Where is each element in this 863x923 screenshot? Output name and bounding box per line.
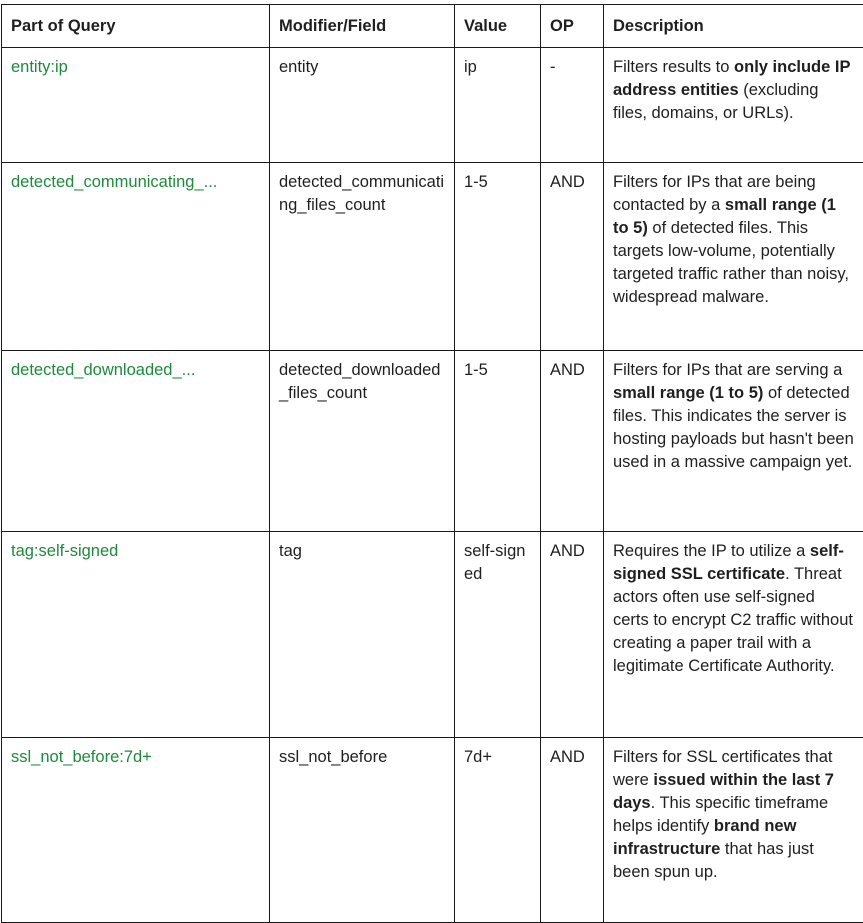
modifier-field: entity (270, 48, 455, 163)
header-op: OP (541, 5, 604, 48)
modifier-field: ssl_not_before (270, 738, 455, 923)
table-row (2, 738, 863, 923)
description (604, 48, 863, 163)
table-row (2, 48, 863, 163)
table-row (2, 163, 863, 351)
table-row (2, 532, 863, 738)
description-text: Filters for IPs that are serving a (613, 361, 843, 379)
description-emphasis: self-signed SSL certificate (613, 542, 844, 583)
description-text: Requires the IP to utilize a (613, 542, 810, 560)
description (604, 738, 863, 923)
value: self-signed (455, 532, 541, 738)
header-value: Value (455, 5, 541, 48)
description-emphasis: small range (1 to 5) (613, 196, 836, 237)
description-text: Filters results to (613, 58, 735, 76)
description-text: that has just been spun up. (613, 840, 814, 881)
operator: AND (541, 738, 604, 923)
description-emphasis: issued within the last 7 days (613, 771, 834, 812)
query-part: detected_downloaded_... (2, 351, 270, 532)
operator: AND (541, 532, 604, 738)
description-text: (excluding files, domains, or URLs). (613, 81, 819, 122)
query-part: tag:self-signed (2, 532, 270, 738)
header-modifier-field: Modifier/Field (270, 5, 455, 48)
header-description: Description (604, 5, 863, 48)
operator: - (541, 48, 604, 163)
value: 1-5 (455, 351, 541, 532)
description-text: . Threat actors often use self-signed certs to encrypt C2 traffic without creating a paper trail with a legitimate Certificate Authority. (613, 565, 853, 675)
description-text: . This specific timeframe helps identify (613, 794, 829, 835)
query-part: entity:ip (2, 48, 270, 163)
value: 1-5 (455, 163, 541, 351)
description (604, 163, 863, 351)
description-text: of detected files. This indicates the server is hosting payloads but hasn't been used in a massive campaign yet. (613, 384, 854, 471)
description-text: Filters for SSL certificates that were (613, 748, 833, 789)
modifier-field: detected_communicating_files_count (270, 163, 455, 351)
header-part-of-query: Part of Query (2, 5, 270, 48)
modifier-field: tag (270, 532, 455, 738)
value: 7d+ (455, 738, 541, 923)
operator: AND (541, 163, 604, 351)
description-text: of detected files. This targets low-volume, potentially targeted traffic rather than noisy, widespread malware. (613, 219, 850, 306)
description (604, 351, 863, 532)
description-emphasis: small range (1 to 5) (613, 384, 764, 402)
query-part: detected_communicating_... (2, 163, 270, 351)
description-emphasis: brand new infrastructure (613, 817, 797, 858)
description-text: Filters for IPs that are being contacted by a (613, 173, 816, 214)
description (604, 532, 863, 738)
header-row (2, 5, 863, 48)
operator: AND (541, 351, 604, 532)
description-emphasis: only include IP address entities (613, 58, 851, 99)
query-part: ssl_not_before:7d+ (2, 738, 270, 923)
value: ip (455, 48, 541, 163)
modifier-field: detected_downloaded_files_count (270, 351, 455, 532)
query-breakdown-table (1, 4, 863, 923)
table-row (2, 351, 863, 532)
